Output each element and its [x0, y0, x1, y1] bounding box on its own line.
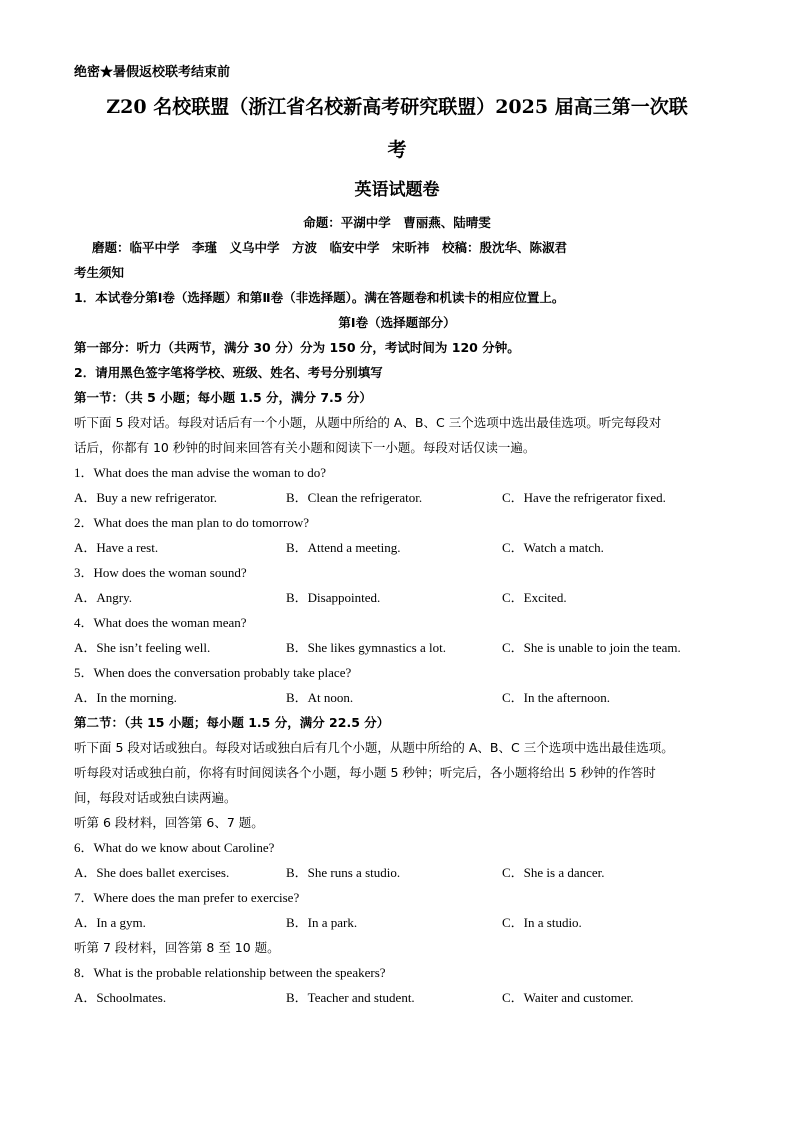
reviewers-line: 磨题：临平中学 李瑾 义乌中学 方波 临安中学 宋昕祎 校稿：殷沈华、陈淑君 — [92, 240, 568, 255]
author-line: 命题：平湖中学 曹丽燕、陆晴雯 — [303, 215, 491, 230]
q7-option-b: B．In a park. — [286, 915, 358, 930]
q3-option-c: C．Excited. — [502, 590, 567, 605]
q4-option-b: B．She likes gymnastics a lot. — [286, 640, 446, 655]
q6-option-c: C．She is a dancer. — [502, 865, 605, 880]
q8-option-a: A．Schoolmates. — [74, 990, 167, 1005]
q3-option-a: A．Angry. — [74, 590, 133, 605]
q1-option-a: A．Buy a new refrigerator. — [74, 490, 217, 505]
q6-option-b: B．She runs a studio. — [286, 865, 401, 880]
q8-option-b: B．Teacher and student. — [286, 990, 415, 1005]
q7-option-a: A．In a gym. — [74, 915, 146, 930]
question-7: 7．Where does the man prefer to exercise? — [74, 890, 300, 905]
section1-heading: 第一节：（共 5 小题；每小题 1.5 分，满分 7.5 分） — [74, 390, 372, 405]
q5-option-c: C．In the afternoon. — [502, 690, 610, 705]
q3-option-b: B．Disappointed. — [286, 590, 381, 605]
section1-directions-line1: 听下面 5 段对话。每段对话后有一个小题，从题中所给的 A、B、C 三个选项中选出最佳选项。听完每段对 — [74, 415, 662, 430]
q5-option-a: A．In the morning. — [74, 690, 177, 705]
section2-directions-line3: 间，每段对话或独白读两遍。 — [74, 790, 237, 805]
question-3: 3．How does the woman sound? — [74, 565, 247, 580]
q4-option-a: A．She isn’t feeling well. — [74, 640, 211, 655]
section2-directions-line1: 听下面 5 段对话或独白。每段对话或独白后有几个小题，从题中所给的 A、B、C 三个选项中选出最佳选项。 — [74, 740, 674, 755]
confidential-notice: 绝密★暑假返校联考结束前 — [74, 65, 231, 80]
exam-title-line2: 考 — [387, 139, 407, 161]
question-1: 1．What does the man advise the woman to do? — [74, 465, 326, 480]
part1-note: 第一部分：听力（共两节，满分 30 分）分为 150 分，考试时间为 120 分钟。 — [74, 340, 520, 355]
section1-directions-line2: 话后，你都有 10 秒钟的时间来回答有关小题和阅读下一小题。每段对话仅读一遍。 — [74, 440, 536, 455]
instruction-item-2: 2．请用黑色签字笔将学校、班级、姓名、考号分别填写 — [74, 365, 383, 380]
question-8: 8．What is the probable relationship between the speakers? — [74, 965, 386, 980]
section2-directions-line2: 听每段对话或独白前，你将有时间阅读各个小题，每小题 5 秒钟；听完后，各小题将给出 5 秒钟的作答时 — [74, 765, 656, 780]
question-5: 5．When does the conversation probably take place? — [74, 665, 352, 680]
q8-option-c: C．Waiter and customer. — [502, 990, 634, 1005]
q7-option-c: C．In a studio. — [502, 915, 582, 930]
volume-title: 第Ⅰ卷（选择题部分） — [338, 315, 456, 330]
q6-option-a: A．She does ballet exercises. — [74, 865, 230, 880]
exam-title-line1: Z20 名校联盟（浙江省名校新高考研究联盟）2025 届高三第一次联 — [106, 96, 688, 118]
q2-option-c: C．Watch a match. — [502, 540, 604, 555]
q5-option-b: B．At noon. — [286, 690, 354, 705]
question-4: 4．What does the woman mean? — [74, 615, 247, 630]
section2-heading: 第二节：（共 15 小题；每小题 1.5 分，满分 22.5 分） — [74, 715, 390, 730]
q1-option-c: C．Have the refrigerator fixed. — [502, 490, 666, 505]
q2-option-b: B．Attend a meeting. — [286, 540, 401, 555]
q1-option-b: B．Clean the refrigerator. — [286, 490, 423, 505]
instruction-item-1: 1．本试卷分第Ⅰ卷（选择题）和第Ⅱ卷（非选择题）。满在答题卷和机读卡的相应位置上。 — [74, 290, 565, 305]
instructions-heading: 考生须知 — [74, 265, 125, 280]
material-7-note: 听第 7 段材料，回答第 8 至 10 题。 — [74, 940, 280, 955]
q2-option-a: A．Have a rest. — [74, 540, 159, 555]
question-6: 6．What do we know about Caroline? — [74, 840, 275, 855]
question-2: 2．What does the man plan to do tomorrow? — [74, 515, 310, 530]
subject-title: 英语试题卷 — [354, 180, 440, 200]
q4-option-c: C．She is unable to join the team. — [502, 640, 681, 655]
material-6-note: 听第 6 段材料，回答第 6、7 题。 — [74, 815, 264, 830]
